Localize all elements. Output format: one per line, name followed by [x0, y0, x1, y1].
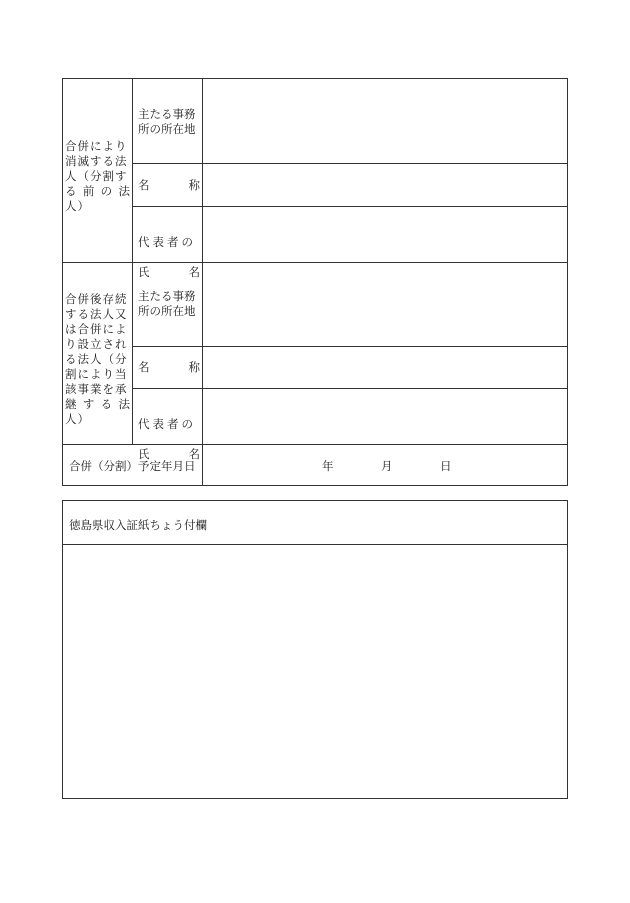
year-unit: 年	[322, 459, 334, 473]
rep-label-char: 名	[188, 447, 200, 461]
rep-label-char: 氏	[138, 447, 150, 461]
surviving-name-label	[138, 360, 200, 375]
rep-label-char: 氏	[138, 265, 150, 279]
revenue-stamp-section	[62, 500, 568, 799]
merged-entity-group-label: 合併により 消滅する法 人（分割す る前の法人）	[65, 139, 131, 213]
surviving-representative-field[interactable]	[205, 390, 567, 443]
row-divider	[132, 388, 568, 389]
surviving-address-field[interactable]	[205, 264, 567, 345]
row-divider	[132, 163, 568, 164]
representative-label-line	[138, 265, 200, 280]
day-unit: 日	[440, 459, 452, 473]
surviving-name-field[interactable]	[205, 348, 567, 387]
merged-representative-label	[138, 220, 200, 295]
month-unit: 月	[381, 459, 393, 473]
revenue-stamp-area[interactable]	[63, 545, 567, 798]
revenue-stamp-title: 徳島県収入証紙ちょう付欄	[69, 518, 207, 532]
representative-label-line: 代表者の	[138, 235, 196, 249]
name-label-char: 名	[138, 178, 150, 192]
scheduled-date-label: 合併（分割）予定年月日	[69, 459, 196, 473]
merged-address-field[interactable]	[205, 81, 567, 162]
merged-name-label	[138, 178, 200, 193]
label-column-divider	[202, 79, 203, 486]
scheduled-date-field[interactable]	[205, 446, 567, 485]
entity-info-table	[62, 78, 568, 486]
merged-address-label: 主たる事務 所の所在地	[138, 107, 196, 136]
row-divider	[132, 346, 568, 347]
merged-name-field[interactable]	[205, 165, 567, 205]
merged-representative-field[interactable]	[205, 208, 567, 261]
representative-label-line: 代表者の	[138, 417, 196, 431]
name-label-char: 称	[188, 360, 200, 374]
surviving-entity-group-label: 合併後存続 する法人又 は合併によ り設立され る法人（分 割により当 該事業を承 継する法人）	[65, 292, 131, 426]
name-label-char: 名	[138, 360, 150, 374]
name-label-char: 称	[188, 178, 200, 192]
surviving-address-label: 主たる事務 所の所在地	[138, 289, 196, 318]
rep-label-char: 名	[188, 265, 200, 279]
row-divider	[132, 206, 568, 207]
